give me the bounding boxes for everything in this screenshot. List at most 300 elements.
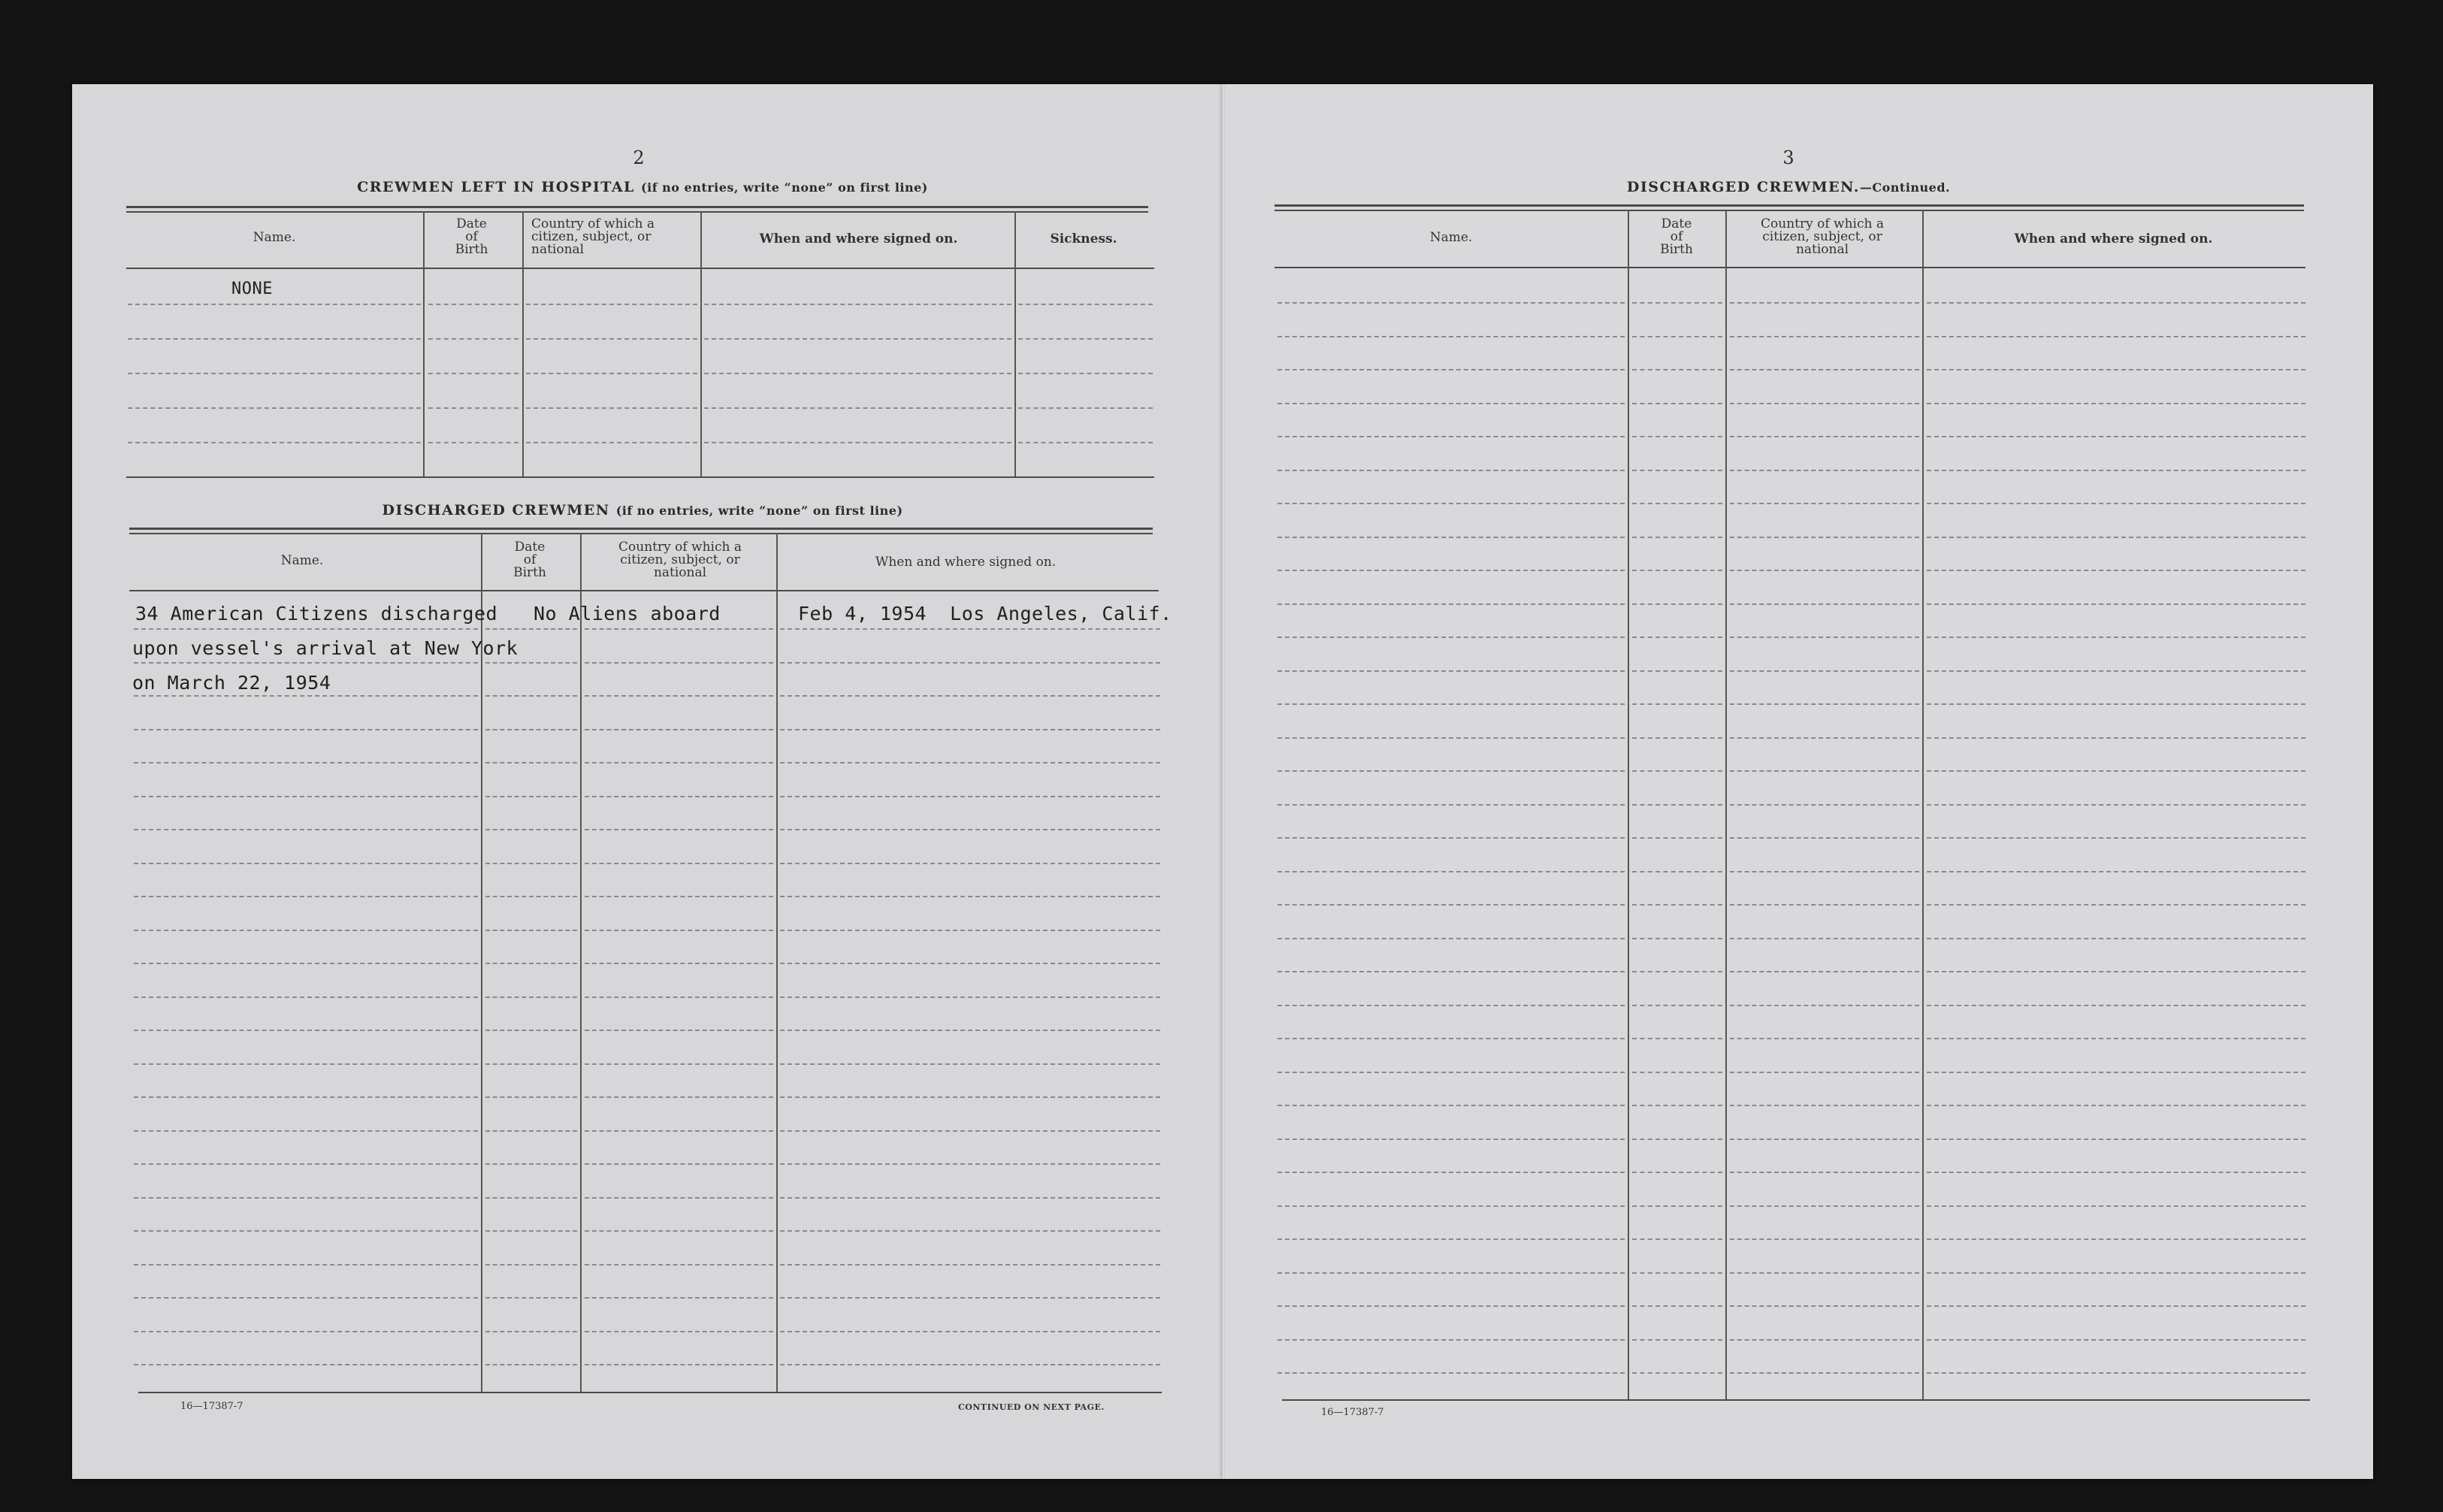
ruled-line	[1632, 1072, 1722, 1073]
ruled-line	[1927, 503, 2305, 504]
ruled-line	[134, 1197, 478, 1199]
ruled-line	[1927, 1305, 2305, 1307]
ruled-line	[1277, 1172, 1625, 1173]
ruled-line	[780, 1230, 1160, 1232]
ruled-line	[1277, 1105, 1625, 1106]
page-gutter	[1222, 84, 1225, 1479]
ruled-line	[134, 695, 478, 697]
discharged-entry-country-line1: No Aliens aboard	[534, 603, 721, 624]
discharged-entry-signed-line1: Feb 4, 1954 Los Angeles, Calif.	[798, 603, 1172, 624]
discharged-col-divider-1	[481, 533, 482, 1393]
ruled-line	[704, 338, 1011, 340]
ruled-line	[780, 963, 1160, 964]
ruled-line	[134, 996, 478, 998]
ruled-line	[1632, 703, 1722, 705]
discharged-header-rule	[129, 590, 1159, 591]
ruled-line	[1927, 1339, 2305, 1341]
ruled-line	[134, 796, 478, 797]
ruled-line	[485, 1030, 577, 1031]
ruled-line	[780, 1063, 1160, 1065]
ruled-line	[585, 1297, 773, 1299]
ruled-line	[1730, 470, 1919, 471]
ruled-line	[428, 407, 519, 409]
ruled-line	[1277, 1005, 1625, 1006]
ruled-line	[134, 963, 478, 964]
ruled-line	[1730, 1305, 1919, 1307]
ruled-line	[1632, 436, 1722, 437]
ruled-line	[128, 407, 421, 409]
ruled-line	[1927, 537, 2305, 538]
discharged-title-note: (if no entries, write “none” on first line)	[615, 503, 903, 518]
ruled-line	[1277, 703, 1625, 705]
ruled-line	[485, 1264, 577, 1266]
ruled-line	[1730, 1372, 1919, 1374]
ruled-line	[1730, 938, 1919, 939]
ruled-line	[485, 1130, 577, 1132]
ruled-line	[1018, 338, 1153, 340]
ruled-line	[1730, 703, 1919, 705]
ruled-line	[1277, 302, 1625, 304]
ruled-line	[585, 930, 773, 931]
ruled-line	[1927, 871, 2305, 872]
right-header-rule	[1274, 267, 2305, 268]
ruled-line	[1632, 470, 1722, 471]
ruled-line	[704, 304, 1011, 305]
ruled-line	[1927, 403, 2305, 404]
ruled-line	[428, 442, 519, 443]
ruled-line	[1927, 1205, 2305, 1207]
hospital-header-dob: Date of Birth	[455, 216, 488, 257]
hospital-title: CREWMEN LEFT IN HOSPITAL	[357, 179, 635, 195]
ruled-line	[780, 1364, 1160, 1365]
ruled-line	[780, 829, 1160, 830]
ruled-line	[780, 628, 1160, 630]
ruled-line	[1730, 871, 1919, 872]
discharged-top-rule-2	[129, 533, 1153, 534]
discharged-header-name: Name.	[280, 553, 324, 568]
right-header-dob: Date of Birth	[1660, 216, 1693, 257]
ruled-line	[780, 930, 1160, 931]
ruled-line	[1927, 436, 2305, 437]
discharged-section-title	[128, 502, 1157, 519]
ruled-line	[1632, 770, 1722, 772]
ruled-line	[1277, 637, 1625, 638]
hospital-bottom-rule	[126, 476, 1154, 478]
hospital-col-divider-4	[1014, 211, 1016, 478]
ruled-line	[1632, 336, 1722, 337]
ruled-line	[485, 662, 577, 664]
discharged-header-dob: Date of Birth	[513, 540, 546, 580]
ruled-line	[1730, 971, 1919, 972]
ruled-line	[134, 628, 478, 630]
left-footer-form-number: 16—17387-7	[180, 1401, 243, 1412]
ruled-line	[134, 829, 478, 830]
ruled-line	[1632, 971, 1722, 972]
ruled-line	[1730, 403, 1919, 404]
ruled-line	[1730, 1172, 1919, 1173]
ruled-line	[1927, 603, 2305, 605]
right-page	[1223, 84, 2373, 1479]
discharged-bottom-rule	[138, 1392, 1162, 1393]
ruled-line	[428, 304, 519, 305]
ruled-line	[1730, 1005, 1919, 1006]
ruled-line	[134, 930, 478, 931]
ruled-line	[1632, 637, 1722, 638]
ruled-line	[585, 695, 773, 697]
ruled-line	[485, 1297, 577, 1299]
ruled-line	[780, 662, 1160, 664]
ruled-line	[485, 963, 577, 964]
ruled-line	[485, 628, 577, 630]
ruled-line	[1018, 407, 1153, 409]
ruled-line	[1018, 373, 1153, 374]
ruled-line	[1277, 770, 1625, 772]
ruled-line	[134, 1297, 478, 1299]
discharged-entry-name-line3: on March 22, 1954	[132, 672, 331, 694]
ruled-line	[704, 373, 1011, 374]
ruled-line	[1277, 470, 1625, 471]
hospital-title-note: (if no entries, write “none” on first line)	[641, 180, 928, 195]
ruled-line	[485, 1197, 577, 1199]
ruled-line	[1277, 1238, 1625, 1240]
ruled-line	[780, 1096, 1160, 1098]
ruled-line	[780, 863, 1160, 864]
ruled-line	[1632, 837, 1722, 839]
ruled-line	[1632, 1339, 1722, 1341]
ruled-line	[1927, 1372, 2305, 1374]
ruled-line	[1277, 369, 1625, 370]
ruled-line	[1277, 570, 1625, 571]
right-top-rule-2	[1274, 210, 2304, 211]
ruled-line	[1730, 1072, 1919, 1073]
ruled-line	[134, 1130, 478, 1132]
ruled-line	[128, 442, 421, 443]
ruled-line	[704, 442, 1011, 443]
ruled-line	[585, 1163, 773, 1165]
ruled-line	[485, 762, 577, 764]
ruled-line	[1927, 938, 2305, 939]
ruled-line	[1927, 971, 2305, 972]
ruled-line	[1927, 1172, 2305, 1173]
page-number-left: 2	[633, 147, 645, 168]
ruled-line	[1927, 570, 2305, 571]
ruled-line	[485, 996, 577, 998]
ruled-line	[585, 1364, 773, 1365]
ruled-line	[134, 1331, 478, 1332]
right-top-rule	[1274, 204, 2304, 207]
ruled-line	[1730, 537, 1919, 538]
hospital-header-rule	[126, 268, 1154, 269]
ruled-line	[1277, 1372, 1625, 1374]
right-bottom-rule	[1282, 1399, 2310, 1401]
ruled-line	[128, 338, 421, 340]
ruled-line	[780, 1331, 1160, 1332]
ruled-line	[1277, 837, 1625, 839]
ruled-line	[1730, 1339, 1919, 1341]
ruled-line	[1927, 1272, 2305, 1274]
ruled-line	[780, 729, 1160, 730]
ruled-line	[485, 896, 577, 897]
ruled-line	[1927, 1105, 2305, 1106]
ruled-line	[585, 1197, 773, 1199]
ruled-line	[585, 628, 773, 630]
ruled-line	[1730, 770, 1919, 772]
ruled-line	[780, 1130, 1160, 1132]
hospital-col-divider-2	[522, 211, 524, 478]
ruled-line	[1927, 904, 2305, 906]
ruled-line	[526, 407, 697, 409]
ruled-line	[485, 796, 577, 797]
discharged-entry-name-line2: upon vessel's arrival at New York	[132, 637, 519, 659]
ruled-line	[1730, 570, 1919, 571]
ruled-line	[134, 1230, 478, 1232]
ruled-line	[780, 796, 1160, 797]
hospital-entry-none: NONE	[231, 280, 273, 298]
hospital-col-divider-3	[700, 211, 702, 478]
ruled-line	[1632, 670, 1722, 672]
ruled-line	[526, 442, 697, 443]
right-col-divider-2	[1725, 210, 1727, 1401]
ruled-line	[1277, 871, 1625, 872]
ruled-line	[1730, 1238, 1919, 1240]
ruled-line	[585, 829, 773, 830]
hospital-col-divider-1	[423, 211, 425, 478]
ruled-line	[1632, 503, 1722, 504]
ruled-line	[428, 338, 519, 340]
ruled-line	[1018, 304, 1153, 305]
ruled-line	[1632, 1172, 1722, 1173]
ruled-line	[1927, 770, 2305, 772]
ruled-line	[1730, 1139, 1919, 1140]
ruled-line	[1927, 1005, 2305, 1006]
ruled-line	[1632, 1139, 1722, 1140]
ruled-line	[1277, 603, 1625, 605]
ruled-line	[1632, 804, 1722, 806]
ruled-line	[1730, 1272, 1919, 1274]
ruled-line	[134, 896, 478, 897]
ruled-line	[780, 1197, 1160, 1199]
ruled-line	[585, 863, 773, 864]
ruled-line	[485, 729, 577, 730]
ruled-line	[1927, 837, 2305, 839]
ruled-line	[134, 762, 478, 764]
discharged-entry-name-line1: 34 American Citizens discharged	[135, 603, 498, 624]
ruled-line	[1277, 537, 1625, 538]
ruled-line	[485, 1331, 577, 1332]
ruled-line	[485, 930, 577, 931]
ruled-line	[585, 762, 773, 764]
ruled-line	[1730, 670, 1919, 672]
ruled-line	[1730, 1205, 1919, 1207]
ruled-line	[1730, 804, 1919, 806]
hospital-header-signed: When and where signed on.	[759, 231, 958, 246]
ruled-line	[428, 373, 519, 374]
ruled-line	[128, 304, 421, 305]
ruled-line	[485, 1063, 577, 1065]
ruled-line	[526, 304, 697, 305]
right-col-divider-1	[1628, 210, 1629, 1401]
ruled-line	[485, 829, 577, 830]
ruled-line	[485, 695, 577, 697]
ruled-line	[1730, 737, 1919, 739]
ruled-line	[780, 1297, 1160, 1299]
right-section-title	[1277, 179, 2299, 195]
ruled-line	[1632, 570, 1722, 571]
discharged-col-divider-2	[580, 533, 582, 1393]
ruled-line	[485, 1364, 577, 1365]
ruled-line	[704, 407, 1011, 409]
ruled-line	[1632, 1372, 1722, 1374]
ruled-line	[585, 1030, 773, 1031]
ruled-line	[1730, 1105, 1919, 1106]
right-header-name: Name.	[1429, 230, 1473, 245]
ruled-line	[585, 1331, 773, 1332]
ruled-line	[1277, 1305, 1625, 1307]
hospital-header-sickness: Sickness.	[1050, 231, 1117, 246]
ruled-line	[1632, 904, 1722, 906]
ruled-line	[1927, 369, 2305, 370]
ruled-line	[1277, 1072, 1625, 1073]
hospital-section-title	[128, 179, 1157, 195]
left-footer-continued: CONTINUED ON NEXT PAGE.	[958, 1402, 1105, 1412]
ruled-line	[485, 863, 577, 864]
ruled-line	[1730, 302, 1919, 304]
ruled-line	[585, 1130, 773, 1132]
ruled-line	[585, 996, 773, 998]
ruled-line	[485, 1096, 577, 1098]
ruled-line	[1632, 871, 1722, 872]
discharged-top-rule	[129, 528, 1153, 530]
ruled-line	[585, 963, 773, 964]
discharged-title: DISCHARGED CREWMEN	[382, 502, 610, 519]
right-title-suffix: —Continued.	[1859, 180, 1951, 195]
ruled-line	[1927, 637, 2305, 638]
right-col-divider-3	[1922, 210, 1924, 1401]
ruled-line	[1632, 1305, 1722, 1307]
ruled-line	[585, 896, 773, 897]
ruled-line	[1927, 1072, 2305, 1073]
ruled-line	[134, 1264, 478, 1266]
ruled-line	[780, 1163, 1160, 1165]
ruled-line	[1277, 904, 1625, 906]
ruled-line	[1632, 1238, 1722, 1240]
ruled-line	[780, 896, 1160, 897]
ruled-line	[1632, 1038, 1722, 1039]
hospital-top-rule	[126, 206, 1148, 208]
ruled-line	[134, 729, 478, 730]
ruled-line	[1277, 436, 1625, 437]
ruled-line	[1927, 1139, 2305, 1140]
discharged-header-country: Country of which a citizen, subject, or national	[618, 540, 742, 580]
ruled-line	[585, 662, 773, 664]
hospital-top-rule-2	[126, 211, 1148, 213]
ruled-line	[134, 863, 478, 864]
ruled-line	[1927, 302, 2305, 304]
page-number-right: 3	[1782, 147, 1794, 168]
ruled-line	[1927, 670, 2305, 672]
ruled-line	[585, 1096, 773, 1098]
ruled-line	[1277, 1139, 1625, 1140]
ruled-line	[1632, 737, 1722, 739]
hospital-header-country: Country of which a citizen, subject, or national	[531, 216, 655, 257]
ruled-line	[1632, 938, 1722, 939]
ruled-line	[585, 1063, 773, 1065]
ruled-line	[1730, 369, 1919, 370]
right-title: DISCHARGED CREWMEN.	[1626, 179, 1860, 195]
ruled-line	[485, 1163, 577, 1165]
ruled-line	[1927, 804, 2305, 806]
ruled-line	[780, 996, 1160, 998]
ruled-line	[1632, 537, 1722, 538]
ruled-line	[134, 662, 478, 664]
ruled-line	[1927, 703, 2305, 705]
ruled-line	[1632, 603, 1722, 605]
ruled-line	[585, 796, 773, 797]
ruled-line	[1277, 1272, 1625, 1274]
ruled-line	[780, 762, 1160, 764]
ruled-line	[485, 1230, 577, 1232]
ruled-line	[134, 1096, 478, 1098]
ruled-line	[1632, 1105, 1722, 1106]
ruled-line	[1730, 1038, 1919, 1039]
ruled-line	[780, 1264, 1160, 1266]
ruled-line	[1277, 938, 1625, 939]
ruled-line	[1632, 403, 1722, 404]
ruled-line	[1277, 670, 1625, 672]
discharged-header-signed: When and where signed on.	[875, 555, 1057, 570]
hospital-header-name: Name.	[252, 230, 296, 245]
ruled-line	[1632, 1005, 1722, 1006]
ruled-line	[1927, 336, 2305, 337]
ruled-line	[1730, 603, 1919, 605]
right-footer-form-number: 16—17387-7	[1321, 1407, 1384, 1418]
ruled-line	[1730, 637, 1919, 638]
ruled-line	[526, 338, 697, 340]
discharged-col-divider-3	[776, 533, 778, 1393]
ruled-line	[1277, 1038, 1625, 1039]
ruled-line	[526, 373, 697, 374]
ruled-line	[1927, 1038, 2305, 1039]
ruled-line	[1927, 737, 2305, 739]
ruled-line	[1277, 336, 1625, 337]
ruled-line	[585, 1230, 773, 1232]
ruled-line	[1730, 904, 1919, 906]
ruled-line	[1277, 503, 1625, 504]
ruled-line	[1730, 503, 1919, 504]
ruled-line	[585, 1264, 773, 1266]
ruled-line	[134, 1030, 478, 1031]
ruled-line	[128, 373, 421, 374]
ruled-line	[134, 1364, 478, 1365]
right-header-country: Country of which a citizen, subject, or national	[1761, 216, 1884, 257]
ruled-line	[1632, 1272, 1722, 1274]
ruled-line	[1018, 442, 1153, 443]
ruled-line	[780, 695, 1160, 697]
ruled-line	[1632, 1205, 1722, 1207]
ruled-line	[1632, 302, 1722, 304]
ruled-line	[1730, 837, 1919, 839]
ruled-line	[134, 1063, 478, 1065]
ruled-line	[1277, 971, 1625, 972]
ruled-line	[1277, 1339, 1625, 1341]
ruled-line	[1277, 804, 1625, 806]
ruled-line	[1927, 1238, 2305, 1240]
ruled-line	[1927, 470, 2305, 471]
ruled-line	[1277, 403, 1625, 404]
ruled-line	[1277, 737, 1625, 739]
ruled-line	[1632, 369, 1722, 370]
ruled-line	[1277, 1205, 1625, 1207]
